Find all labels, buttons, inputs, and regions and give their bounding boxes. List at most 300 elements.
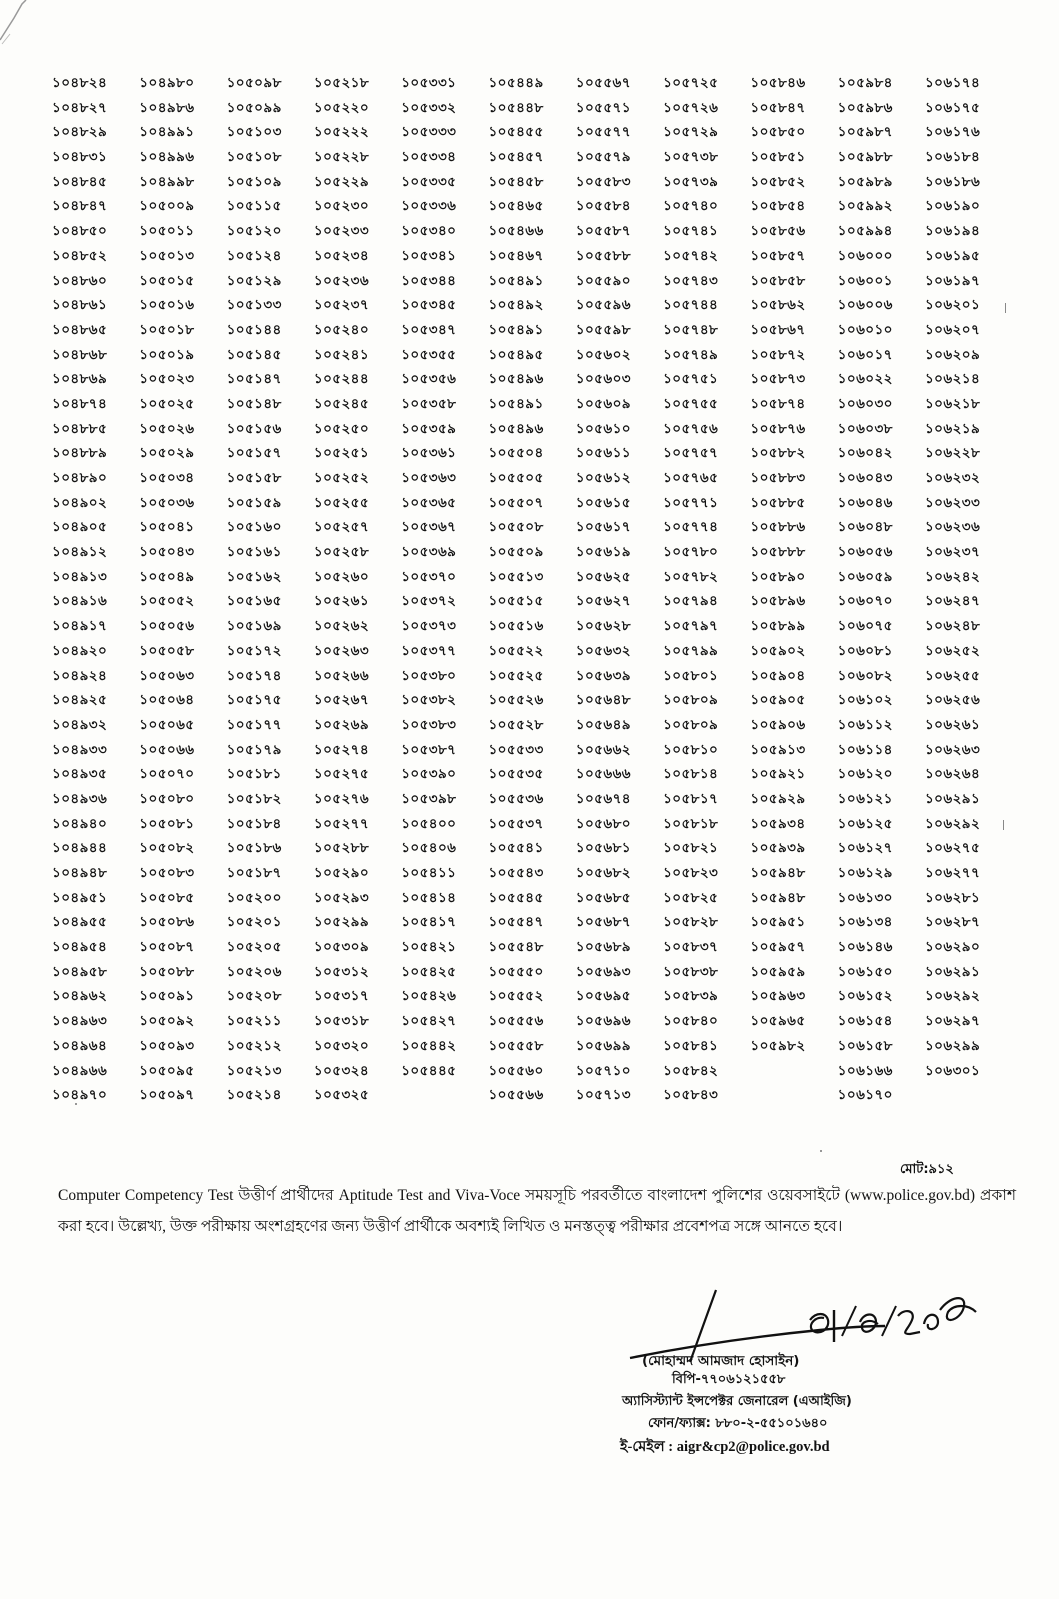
roll-number-cell: ১০৫১৫৮ — [226, 471, 282, 486]
roll-number-cell: ১০৫৮১৮ — [663, 816, 719, 832]
roll-number-cell: ১০৫৭৪২ — [663, 248, 719, 264]
roll-number-cell: ১০৫৫৭১ — [575, 100, 631, 116]
roll-number-cell: ১০৫১৪৮ — [226, 396, 282, 412]
roll-number-cell: ১০৫২৪০ — [313, 322, 370, 338]
roll-number-cell: ১০৫২৭৭ — [313, 816, 370, 832]
roll-number-cell: ১০৫৮৫৬ — [750, 224, 806, 240]
roll-number-cell: ১০৫১৬২ — [226, 569, 282, 585]
roll-number-cell: ১০৬১৯০ — [924, 199, 981, 215]
roll-number-cell: ১০৫২৬১ — [313, 594, 370, 610]
roll-number-cell: ১০৫৪২১ — [401, 940, 457, 956]
roll-number-cell: ১০৫৩৮৭ — [401, 742, 457, 758]
roll-number-cell: ১০৫৫০৫ — [488, 471, 544, 486]
roll-number-cell: ১০৫৩২০ — [313, 1038, 370, 1054]
roll-number-cell: ১০৫৭৪৩ — [663, 273, 719, 289]
roll-number-cell: ১০৪৯৩৬ — [52, 791, 108, 807]
roll-number-cell: ১০৪৮৪৭ — [52, 199, 108, 215]
roll-number-cell: ১০৫৯৮৮ — [837, 150, 893, 166]
roll-number-cell: ১০৫২০০ — [226, 890, 282, 906]
roll-number-cell: ১০৬০৭৫ — [837, 619, 893, 635]
roll-number-cell: ১০৫২৬৩ — [313, 643, 370, 659]
signatory-name: (মোহাম্মদ আমজাদ হোসাইন) — [642, 1353, 800, 1369]
roll-number-cell: ১০৬২৩৭ — [924, 545, 981, 561]
signature-block — [600, 1250, 1020, 1455]
roll-number-cell: ১০৫৬৩৯ — [575, 668, 631, 684]
roll-number-cell: ১০৫১৭৪ — [226, 668, 282, 684]
roll-number-cell: ১০৫৮০৯ — [663, 693, 719, 709]
roll-number-cell: ১০৫০৪১ — [139, 520, 195, 536]
roll-number-cell: ১০৫২৯৯ — [313, 915, 370, 931]
roll-number-cell: ১০৪৮৬৫ — [52, 322, 108, 338]
roll-number-cell: ১০৫১৬৫ — [226, 594, 282, 610]
roll-number-cell: ১০৫৬৮৫ — [575, 890, 631, 906]
roll-number-cell: ১০৬০৫৯ — [837, 569, 893, 585]
roll-number-cell: ১০৫৬১৯ — [575, 545, 631, 561]
roll-number-cell: ১০৫১৭৭ — [226, 717, 282, 733]
roll-number-cell: ১০৫৮০১ — [663, 668, 719, 684]
roll-number-cell: ১০৫৪২৫ — [401, 964, 457, 980]
roll-number-cell: ১০৫৯৮৬ — [837, 100, 893, 116]
roll-number-cell: ১০৫৪১৪ — [401, 890, 457, 906]
roll-number-cell: ১০৬০০৬ — [837, 298, 893, 314]
roll-number-cell: ১০৫৯৯৪ — [837, 224, 893, 240]
roll-number-cell: ১০৫৪৫৭ — [488, 150, 544, 166]
roll-number-cell: ১০৪৮৬৮ — [52, 347, 108, 363]
roll-number-cell: ১০৫৫১৫ — [488, 594, 544, 610]
roll-number-cell: ১০৫৮৭২ — [750, 347, 806, 363]
roll-number-cell: ১০৫১২০ — [226, 224, 282, 240]
roll-number-cell: ১০৫৫৫৬ — [488, 1014, 544, 1030]
roll-number-cell: ১০৫৩৫৬ — [401, 372, 457, 388]
roll-number-cell: ১০৬২৫৫ — [924, 668, 981, 684]
roll-number-cell: ১০৫৭৩৯ — [663, 174, 719, 190]
roll-number-cell: ১০৫৮৭৬ — [750, 421, 806, 437]
roll-number-cell: ১০৫০৮০ — [139, 791, 195, 807]
roll-number-cell: ১০৪৯৭০ — [52, 1088, 108, 1104]
roll-number-cell: ১০৫৮৪৬ — [750, 76, 806, 91]
roll-number-cell: ১০৬০৪৮ — [837, 520, 893, 536]
roll-number-cell: ১০৪৮২৪ — [52, 76, 108, 91]
roll-number-cell: ১০৫১০৮ — [226, 150, 282, 166]
roll-number-cell: ১০৫২১৪ — [226, 1088, 282, 1104]
roll-number-cell: ১০৫২০১ — [226, 915, 282, 931]
roll-number-cell: ১০৫৬১৫ — [575, 495, 631, 511]
roll-number-cell: ১০৫৫৪৫ — [488, 890, 544, 906]
roll-number-cell: ১০৫৯০২ — [750, 643, 806, 659]
roll-number-cell: ১০৪৮৪৫ — [52, 174, 108, 190]
roll-number-cell: ১০৫৯৮২ — [750, 1038, 806, 1054]
roll-number-cell: ১০৫৩৬১ — [401, 446, 457, 462]
roll-number-cell: ১০৬১০২ — [837, 693, 893, 709]
signatory-phone: ফোন/ফ্যাক্স: ৮৮০-২-৫৫১০১৬৪০ — [648, 1416, 828, 1431]
roll-number-cell: ১০৫২১৩ — [226, 1063, 282, 1079]
roll-number-cell: ১০৫৩৭৭ — [401, 643, 457, 659]
roll-number-cell: ১০৫৫৪৮ — [488, 940, 544, 956]
roll-number-cell: ১০৪৮৮৫ — [52, 421, 108, 437]
roll-number-cell: ১০৬২১৮ — [924, 396, 981, 412]
roll-number-cell: ১০৪৯১২ — [52, 545, 108, 561]
roll-number-cell: ১০৪৯৫১ — [52, 890, 108, 906]
roll-number-cell: ১০৬২৫২ — [924, 643, 981, 659]
roll-number-cell: ১০৬২১৪ — [924, 372, 981, 388]
roll-number-cell: ১০৫০২৯ — [139, 446, 195, 462]
roll-number-cell: ১০৬২৯২ — [924, 989, 981, 1005]
roll-number-cell: ১০৫৩৪০ — [401, 224, 457, 240]
roll-number-cell: ১০৫৫২৮ — [488, 717, 544, 733]
roll-number-cell: ১০৬১৭৬ — [924, 125, 981, 141]
roll-number-cell: ১০৬১১৪ — [837, 742, 893, 758]
roll-number-cell: ১০৫৩৪৫ — [401, 298, 457, 314]
roll-number-cell: ১০৫৩৭৩ — [401, 619, 457, 635]
roll-number-cell: ১০৫৫০৮ — [488, 520, 544, 536]
roll-number-cell: ১০৪৯৫৫ — [52, 915, 108, 931]
roll-number-cell: ১০৫২৫০ — [313, 421, 370, 437]
roll-number-cell: ১০৫০১১ — [139, 224, 195, 240]
roll-number-cell: ১০৬০২২ — [837, 372, 893, 388]
roll-number-cell: ১০৪৯৬৩ — [52, 1014, 108, 1030]
roll-number-cell: ১০৫০৮৫ — [139, 890, 195, 906]
roll-number-cell: ১০৪৯১৬ — [52, 594, 108, 610]
roll-number-cell: ১০৫৬৯৯ — [575, 1038, 631, 1054]
roll-number-cell: ১০৫৮৩৭ — [663, 940, 719, 956]
roll-number-cell: ১০৫৯৩৯ — [750, 841, 806, 857]
roll-number-cell: ১০৪৮৬১ — [52, 298, 108, 314]
roll-number-cell: ১০৫২৭৬ — [313, 791, 370, 807]
roll-number-cell: ১০৫৮৩৮ — [663, 964, 719, 980]
roll-number-cell: ১০৬২৯১ — [924, 791, 981, 807]
roll-number-cell: ১০৫৭২৬ — [663, 100, 719, 116]
roll-number-cell: ১০৫৭৮২ — [663, 569, 719, 585]
roll-number-cell: ১০৫৪৬৭ — [488, 248, 544, 264]
roll-number-cell: ১০৫৪০০ — [401, 816, 457, 832]
roll-number-cell: ১০৫৪৫৮ — [488, 174, 544, 190]
roll-number-cell: ১০৫৮৮৬ — [750, 520, 806, 536]
roll-number-cell: ১০৫২৩৩ — [313, 224, 370, 240]
roll-number-cell: ১০৫৭৪৪ — [663, 298, 719, 314]
roll-number-cell: ১০৫০৮৮ — [139, 964, 195, 980]
roll-number-cell: ১০৫৫৮৮ — [575, 248, 631, 264]
roll-number-cell: ১০৫৩২৪ — [313, 1063, 370, 1079]
roll-number-cell: ১০৫৮৫৭ — [750, 248, 806, 264]
roll-number-cell: ১০৪৯৩৫ — [52, 767, 108, 783]
roll-number-cell: ১০৫৪৯১ — [488, 322, 544, 338]
roll-number-cell: ১০৫৭৭১ — [663, 495, 719, 511]
roll-number-cell: ১০৬২৯৭ — [924, 1014, 981, 1030]
roll-number-cell: ১০৫৯০৬ — [750, 717, 806, 733]
roll-number-cell: ১০৫৯৪৮ — [750, 866, 806, 881]
roll-number-cell: ১০৫৭৪৮ — [663, 322, 719, 338]
roll-number-cell: ১০৫২৪৫ — [313, 396, 370, 412]
roll-number-cell: ১০৪৮৫২ — [52, 248, 108, 264]
roll-number-cell: ১০৫৯০৪ — [750, 668, 806, 684]
roll-number-cell: ১০৫২৩৬ — [313, 273, 370, 289]
roll-number-cell: ১০৪৮২৭ — [52, 100, 108, 116]
roll-number-cell: ১০৫০৮১ — [139, 816, 195, 832]
roll-number-cell: ১০৬১৫৪ — [837, 1014, 893, 1030]
roll-number-cell: ১০৫১৬০ — [226, 520, 282, 536]
roll-number-cell: ১০৫৫১৩ — [488, 569, 544, 585]
roll-number-cell: ১০৫৬৭৪ — [575, 791, 631, 807]
roll-number-cell: ১০৬২৯০ — [924, 940, 981, 956]
signatory-bp-number: বিপি-৭৭০৬১২১৫৫৮ — [672, 1372, 786, 1387]
roll-number-cell: ১০৬১৩৪ — [837, 915, 893, 931]
roll-number-cell: ১০৫৬৮৭ — [575, 915, 631, 931]
roll-number-cell: ১০৬০৮২ — [837, 668, 893, 684]
roll-number-cell: ১০৫১৪৭ — [226, 372, 282, 388]
roll-number-cell: ১০৫৮৪৩ — [663, 1088, 719, 1104]
roll-number-cell: ১০৬১২১ — [837, 791, 893, 807]
roll-number-cell: ১০৫৩৭২ — [401, 594, 457, 610]
roll-number-cell: ১০৪৮৭৪ — [52, 396, 108, 412]
roll-number-cell: ১০৫১৫৯ — [226, 495, 282, 511]
roll-number-cell: ১০৫০১৮ — [139, 322, 195, 338]
roll-number-cell: ১০৫০৪৯ — [139, 569, 195, 585]
roll-number-cell: ১০৫৯৮৯ — [837, 174, 893, 190]
roll-number-cell: ১০৫৬৮০ — [575, 816, 631, 832]
roll-number-cell: ১০৫০৮৭ — [139, 940, 195, 956]
roll-number-cell: ১০৪৯৯১ — [139, 125, 195, 141]
roll-number-cell: ১০৫৬৯৩ — [575, 964, 631, 980]
roll-number-cell: ১০৫৩৩৫ — [401, 174, 457, 190]
roll-number-cell: ১০৫২২০ — [313, 100, 370, 116]
roll-number-cell: ১০৫৮৯০ — [750, 569, 806, 585]
roll-number-cell: ১০৫৫৮৪ — [575, 199, 631, 215]
roll-number-cell: ১০৫২৯৩ — [313, 890, 370, 906]
roll-number-cell: ১০৪৯২৪ — [52, 668, 108, 684]
roll-number-cell: ১০৬২৪৭ — [924, 594, 981, 610]
scan-mark — [1003, 820, 1004, 830]
roll-number-cell: ১০৪৯২০ — [52, 643, 108, 659]
roll-number-cell: ১০৪৮৬০ — [52, 273, 108, 289]
roll-number-cell: ১০৫০৯৭ — [139, 1088, 195, 1104]
roll-number-cell: ১০৫৮৪৭ — [750, 100, 806, 116]
roll-number-cell: ১০৫৮১৭ — [663, 791, 719, 807]
roll-number-cell — [925, 1084, 1012, 1109]
roll-number-cell: ১০৫৫১৬ — [488, 619, 544, 635]
roll-number-cell: ১০৫২১২ — [226, 1038, 282, 1054]
roll-number-cell: ১০৫০০৯ — [139, 199, 195, 215]
roll-number-cell: ১০৫৯৫১ — [750, 915, 806, 931]
roll-number-cell: ১০৫৩৩২ — [401, 100, 457, 116]
roll-number-cell: ১০৫৬১৭ — [575, 520, 631, 536]
roll-number-cell: ১০৫৮১৪ — [663, 767, 719, 783]
roll-number-cell: ১০৫০৩৪ — [139, 471, 195, 486]
roll-number-cell: ১০৫৩৫৯ — [401, 421, 457, 437]
roll-number-cell: ১০৫৯৬৫ — [750, 1014, 806, 1030]
roll-number-cell: ১০৫৭৫৬ — [663, 421, 719, 437]
roll-number-cell: ১০৪৯০২ — [52, 495, 108, 511]
roll-number-cell: ১০৪৯৪০ — [52, 816, 108, 832]
roll-number-cell: ১০৬২৯২ — [924, 816, 981, 832]
roll-number-cell: ১০৫০২৬ — [139, 421, 195, 437]
roll-number-cell — [750, 1060, 837, 1085]
roll-number-cell: ১০৫০২৩ — [139, 372, 195, 388]
roll-number-cell: ১০৫০৯৮ — [226, 76, 282, 91]
roll-number-cell: ১০৫০৭০ — [139, 767, 195, 783]
roll-number-cell: ১০৬০৫৬ — [837, 545, 893, 561]
roll-number-cell: ১০৫১৬১ — [226, 545, 282, 561]
roll-number-cell: ১০৬১৫০ — [837, 964, 893, 980]
roll-number-cell: ১০৬৩০১ — [924, 1063, 981, 1079]
roll-number-cell: ১০৫৭৭৪ — [663, 520, 719, 536]
roll-number-cell: ১০৬১৮৪ — [924, 150, 981, 166]
roll-number-cell: ১০৬১৯৫ — [924, 248, 981, 264]
roll-number-cell: ১০৫৩৬৭ — [401, 520, 457, 536]
roll-number-cell: ১০৬১৬৬ — [837, 1063, 893, 1079]
roll-number-cell: ১০৫৩৩৩ — [401, 125, 457, 141]
roll-number-cell: ১০৬১৪৬ — [837, 940, 893, 956]
roll-number-cell: ১০৫৮১০ — [663, 742, 719, 758]
roll-number-cell: ১০৬২০৯ — [924, 347, 981, 363]
roll-number-cell: ১০৫২০৫ — [226, 940, 282, 956]
roll-number-cell: ১০৫৪২৬ — [401, 989, 457, 1005]
roll-number-cell: ১০৫০৫২ — [139, 594, 195, 610]
roll-number-cell: ১০৫৫৪১ — [488, 841, 544, 857]
roll-number-cell: ১০৫৫২৫ — [488, 668, 544, 684]
roll-number-cell: ১০৫১৮১ — [226, 767, 282, 783]
roll-number-cell: ১০৫৮৫৮ — [750, 273, 806, 289]
roll-number-cell: ১০৫৮৬৭ — [750, 322, 806, 338]
roll-number-cell: ১০৬২০৭ — [924, 322, 981, 338]
roll-number-cell: ১০৫৩০৯ — [313, 940, 370, 956]
roll-number-cell: ১০৬২৭৫ — [924, 841, 981, 857]
roll-number-cell: ১০৫৫৪৭ — [488, 915, 544, 931]
roll-number-cell: ১০৫৩৬৫ — [401, 495, 457, 511]
roll-number-cell: ১০৫৭২৫ — [663, 76, 719, 91]
roll-number-cell: ১০৫৯৯২ — [837, 199, 893, 215]
roll-number-cell: ১০৬২০১ — [924, 298, 981, 314]
roll-number-cell: ১০৪৯৪৪ — [52, 841, 108, 857]
roll-number-cell: ১০৫৪৯১ — [488, 396, 544, 412]
roll-number-cell: ১০৫৫৭৯ — [575, 150, 631, 166]
roll-number-cell: ১০৫৩৩৪ — [401, 150, 457, 166]
roll-number-cell: ১০৫২৬০ — [313, 569, 370, 585]
roll-number-cell: ১০৫৩১৮ — [313, 1014, 370, 1030]
roll-number-cell: ১০৬২৪২ — [924, 569, 981, 585]
roll-number-cell: ১০৫৫৫২ — [488, 989, 544, 1005]
roll-number-cell: ১০৬২৬৪ — [924, 767, 981, 783]
roll-number-cell: ১০৫২১১ — [226, 1014, 282, 1030]
roll-number-cell: ১০৫০৯১ — [139, 989, 195, 1005]
roll-number-cell: ১০৫২৭৫ — [313, 767, 370, 783]
roll-number-cell: ১০৫২৪৪ — [313, 372, 370, 388]
roll-number-cell: ১০৫৭৯৯ — [663, 643, 719, 659]
roll-number-cell: ১০৫৪৬৫ — [488, 199, 544, 215]
scan-speck — [75, 1103, 77, 1105]
roll-number-cell: ১০৫৫৩৩ — [488, 742, 544, 758]
roll-number-cell: ১০৫৭৬৫ — [663, 471, 719, 486]
roll-number-cell: ১০৫৯৫৯ — [750, 964, 806, 980]
roll-number-cell: ১০৫০৩৬ — [139, 495, 195, 511]
roll-number-cell: ১০৬১২৭ — [837, 841, 893, 857]
roll-number-cell: ১০৬২১৯ — [924, 421, 981, 437]
roll-number-cell: ১০৪৯১৩ — [52, 569, 108, 585]
roll-number-cell: ১০৫৫০৯ — [488, 545, 544, 561]
roll-number-cell: ১০৫১১৫ — [226, 199, 282, 215]
roll-number-cell: ১০৪৮৬৯ — [52, 372, 108, 388]
roll-number-cell: ১০৫৭৫৫ — [663, 396, 719, 412]
roll-number-cell: ১০৫৬২৮ — [575, 619, 631, 635]
roll-number-cell: ১০৫৫২৬ — [488, 693, 544, 709]
roll-number-cell: ১০৬২৩৬ — [924, 520, 981, 536]
roll-number-cell: ১০৫০১৫ — [139, 273, 195, 289]
roll-number-cell: ১০৬১৩০ — [837, 890, 893, 906]
roll-number-cell: ১০৫৫৮৭ — [575, 224, 631, 240]
roll-number-cell: ১০৫৫৩৭ — [488, 816, 544, 832]
roll-number-cell: ১০৫৭৫১ — [663, 372, 719, 388]
roll-number-cell: ১০৫৮৬২ — [750, 298, 806, 314]
roll-number-cell: ১০৬২৯৯ — [924, 1038, 981, 1054]
roll-number-cell: ১০৫৩৬৩ — [401, 471, 457, 486]
roll-number-cell: ১০৫৬৮২ — [575, 866, 631, 881]
roll-number-cell: ১০৫৯৮৪ — [837, 76, 893, 91]
roll-number-cell: ১০৫২১৮ — [313, 76, 370, 91]
roll-number-cell: ১০৫৮৪২ — [663, 1063, 719, 1079]
roll-number-cell: ১০৫১৮২ — [226, 791, 282, 807]
roll-number-cell: ১০৫০৬৪ — [139, 693, 195, 709]
roll-number-cell: ১০৫৩৯০ — [401, 767, 457, 783]
roll-number-cell: ১০৬১৯৪ — [924, 224, 981, 240]
roll-number-cell: ১০৪৮২৯ — [52, 125, 108, 141]
roll-number-cell: ১০৪৯৯৬ — [139, 150, 195, 166]
roll-number-cell: ১০৫৪৪৫ — [401, 1063, 457, 1079]
roll-number-cell: ১০৪৯৮৬ — [139, 100, 195, 116]
roll-number-cell: ১০৫০৫৮ — [139, 643, 195, 659]
roll-number-cell: ১০৬০০১ — [837, 273, 893, 289]
roll-number-cell: ১০৫১৭৫ — [226, 693, 282, 709]
roll-number-cell: ১০৫৭৪১ — [663, 224, 719, 240]
roll-number-cell: ১০৫৬৬৬ — [575, 767, 631, 783]
roll-number-cell: ১০৫৮৮৮ — [750, 545, 806, 561]
roll-number-cell: ১০৫২৩৪ — [313, 248, 370, 264]
roll-number-cell: ১০৬২২৮ — [924, 446, 981, 462]
roll-number-cell: ১০৫৯৫৭ — [750, 940, 806, 956]
roll-number-cell: ১০৫৬৮৯ — [575, 940, 631, 956]
roll-number-cell: ১০৫১৩৩ — [226, 298, 282, 314]
roll-number-cell: ১০৫২৬৬ — [313, 668, 370, 684]
roll-number-cell: ১০৫৯৩৪ — [750, 816, 806, 832]
roll-number-cell: ১০৪৮৫০ — [52, 224, 108, 240]
roll-number-cell: ১০৫৫৬৭ — [575, 76, 631, 91]
roll-number-cell: ১০৫৩১৭ — [313, 989, 370, 1005]
roll-number-cell: ১০৫৫৯৬ — [575, 298, 631, 314]
roll-number-cell: ১০৫০৬৫ — [139, 717, 195, 733]
roll-number-cell: ১০৫৫০৭ — [488, 495, 544, 511]
roll-number-cell: ১০৫৪৫৫ — [488, 125, 544, 141]
roll-number-cell: ১০৫৫৬০ — [488, 1063, 544, 1079]
roll-number-cell: ১০৬২৭৭ — [924, 866, 981, 881]
roll-number-cell: ১০৫২৭৪ — [313, 742, 370, 758]
roll-number-cell: ১০৫৩৮২ — [401, 693, 457, 709]
roll-number-cell: ১০৫৬০২ — [575, 347, 631, 363]
roll-number-cell: ১০৫৩৮৩ — [401, 717, 457, 733]
roll-number-cell: ১০৫৩২৫ — [313, 1088, 370, 1104]
roll-number-cell: ১০৬১৭৪ — [924, 76, 981, 91]
roll-number-cell: ১০৫২২২ — [313, 125, 370, 141]
roll-number-cell: ১০৫৫২২ — [488, 643, 544, 659]
roll-number-cell: ১০৫৪১১ — [401, 866, 457, 881]
roll-number-cell: ১০৫৮৭৪ — [750, 396, 806, 412]
roll-number-cell: ১০৬২৮১ — [924, 890, 981, 906]
roll-number-cell: ১০৫৭২৯ — [663, 125, 719, 141]
roll-number-cell: ১০৬০০০ — [837, 248, 893, 264]
roll-number-cell: ১০৫০৯৫ — [139, 1063, 195, 1079]
total-count: মোট:৯১২ — [900, 1162, 954, 1177]
roll-number-cell: ১০৫০৪৩ — [139, 545, 195, 561]
roll-number-cell: ১০৬২৪৮ — [924, 619, 981, 635]
roll-number-cell: ১০৪৯০৫ — [52, 520, 108, 536]
roll-number-cell: ১০৫৬১২ — [575, 471, 631, 486]
